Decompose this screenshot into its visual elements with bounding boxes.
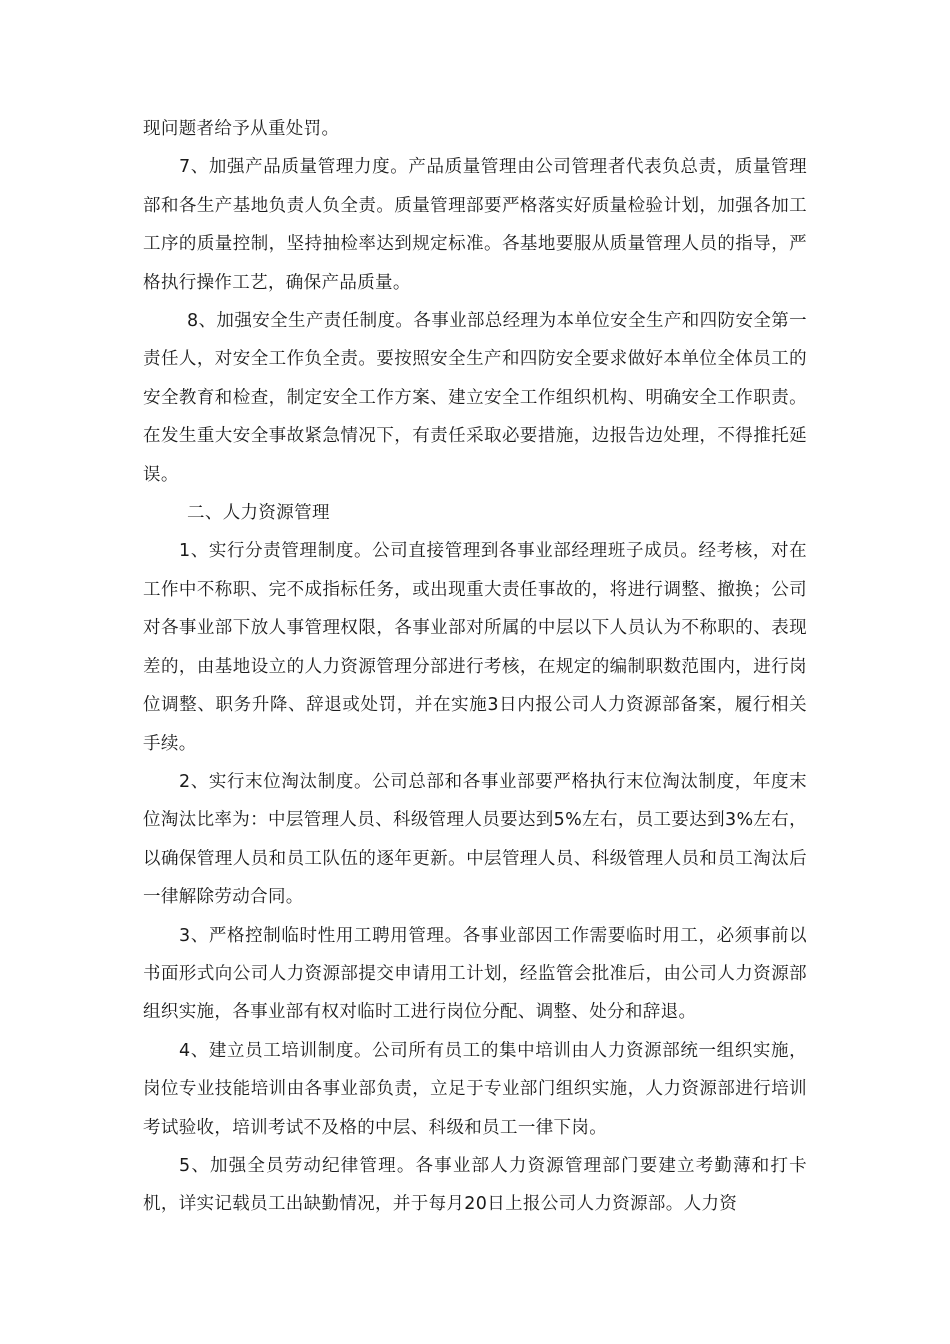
paragraph-elimination-system: 2、实行末位淘汰制度。公司总部和各事业部要严格执行末位淘汰制度，年度末位淘汰比率为：中层管理人员、科级管理人员要达到5%左右，员工要达到3%左右，以确保管理人员和员工队伍的逐年更新。中层管理人员、科级管理人员和员工淘汰后一律解除劳动合同。 — [143, 771, 807, 908]
section-heading-human-resources: 二、人力资源管理 — [187, 503, 330, 524]
paragraph-continuation: 现问题者给予从重处罚。 — [143, 119, 340, 139]
paragraph-labor-discipline: 5、加强全员劳动纪律管理。各事业部人力资源管理部门要建立考勤薄和打卡机，详实记载员工出缺勤情况，并于每月20日上报公司人力资源部。人力资 — [143, 1155, 807, 1215]
paragraph-temporary-employment: 3、严格控制临时性用工聘用管理。各事业部因工作需要临时用工，必须事前以书面形式向公司人力资源部提交申请用工计划，经监管会批准后，由公司人力资源部组织实施，各事业部有权对临时工进行岗位分配、调整、处分和辞退。 — [143, 925, 807, 1023]
paragraph-product-quality: 7、加强产品质量管理力度。产品质量管理由公司管理者代表负总责，质量管理部和各生产基地负责人负全责。质量管理部要严格落实好质量检验计划，加强各加工工序的质量控制，坚持抽检率达到规定标准。各基地要服从质量管理人员的指导，严格执行操作工艺，确保产品质量。 — [143, 157, 807, 293]
paragraph-responsibility-management: 1、实行分责管理制度。公司直接管理到各事业部经理班子成员。经考核，对在工作中不称职、完不成指标任务，或出现重大责任事故的，将进行调整、撤换；公司对各事业部下放人事管理权限，各事业部对所属的中层以下人员认为不称职的、表现差的，由基地设立的人力资源管理分部进行考核，在规定的编制职数范围内，进行岗位调整、职务升降、辞退或处罚，并在实施3日内报公司人力资源部备案，履行相关手续。 — [143, 541, 807, 754]
document-body — [143, 110, 807, 1224]
paragraph-employee-training: 4、建立员工培训制度。公司所有员工的集中培训由人力资源部统一组织实施，岗位专业技能培训由各事业部负责，立足于专业部门组织实施，人力资源部进行培训考试验收，培训考试不及格的中层、科级和员工一律下岗。 — [143, 1040, 807, 1138]
paragraph-safety-responsibility: 8、加强安全生产责任制度。各事业部总经理为本单位安全生产和四防安全第一责任人，对安全工作负全责。要按照安全生产和四防安全要求做好本单位全体员工的安全教育和检查，制定安全工作方案、建立安全工作组织机构、明确安全工作职责。在发生重大安全事故紧急情况下，有责任采取必要措施，边报告边处理，不得推托延误。 — [143, 311, 807, 485]
